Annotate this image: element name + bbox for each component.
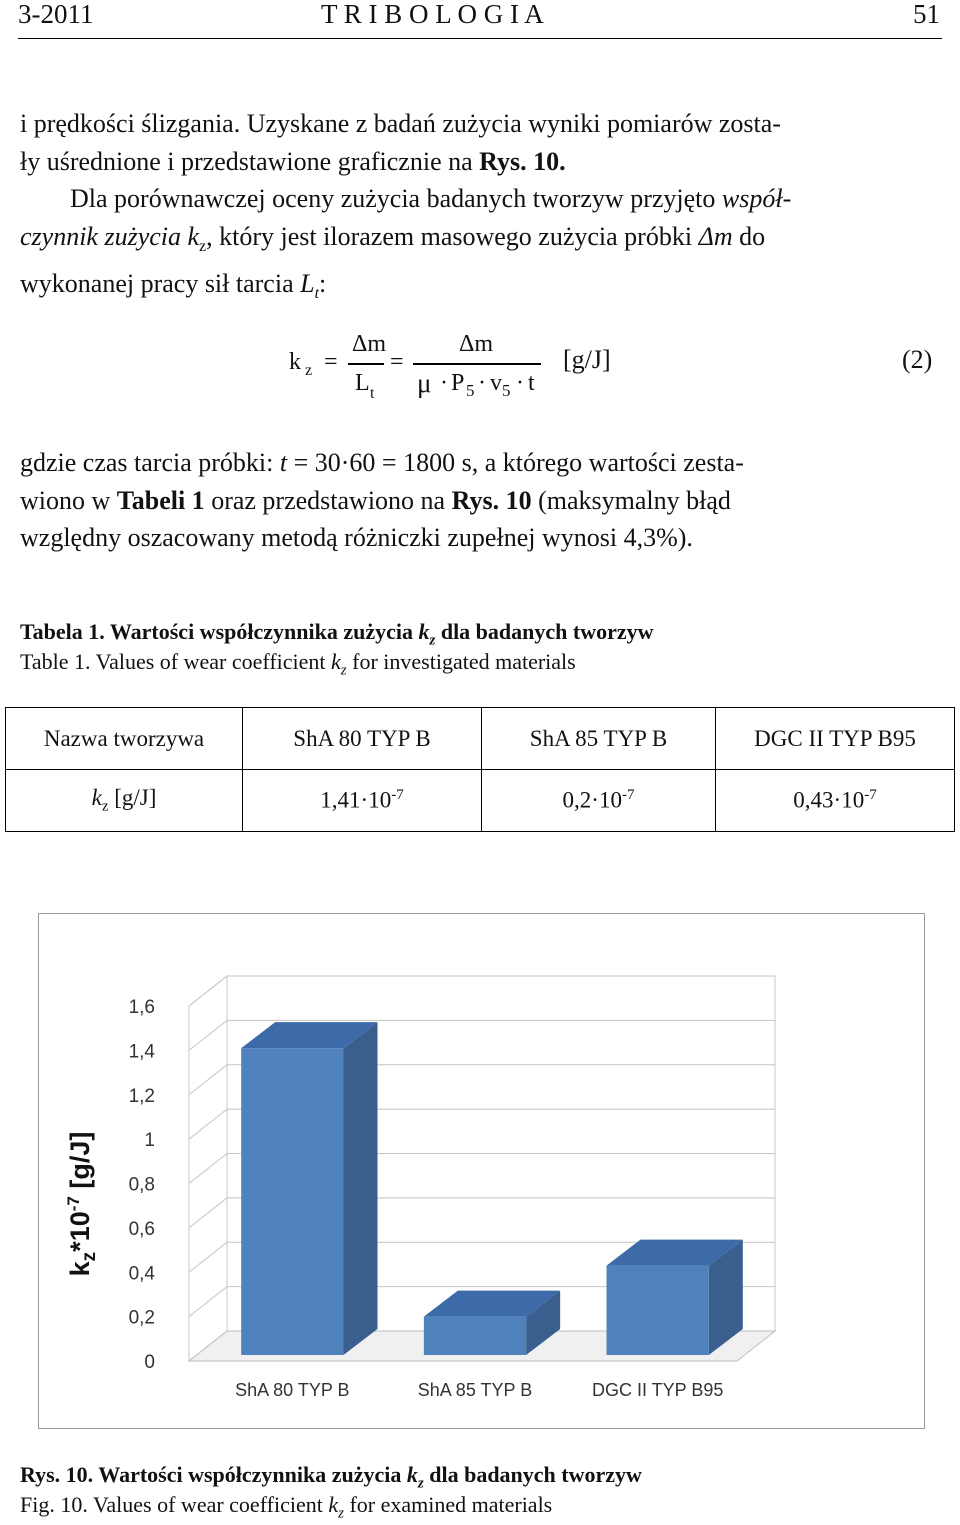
para3-line2 [20,482,941,520]
eq-dot-1: · [440,370,448,396]
para2-L: L [300,269,315,299]
para2-line1 [20,180,941,218]
figure-caption-pl [20,1462,642,1492]
para1-text: ły uśrednione i przedstawione graficznie na [20,146,480,176]
x-category-label: ShA 80 TYP B [235,1380,350,1400]
table-ref: Tabeli 1 [116,485,205,515]
ylabel-mid: *10 [65,1211,95,1252]
y-tick-label: 0,6 [128,1218,155,1240]
para3-t: t [279,448,288,477]
running-header [18,0,942,39]
cell-sha85-mant: 0,2·10 [562,787,622,813]
para2-text-c: do [732,221,766,251]
th-sha80: ShA 80 TYP B [243,708,482,770]
chart-y-ticks [129,997,156,1373]
y-tick-label: 0,8 [128,1174,155,1196]
tcap-pl-k: k [418,619,430,644]
cell-sha80-exp: -7 [391,787,404,804]
para3-line3: względny oszacowany metodą różniczki zupełnej wynosi 4,3%). [20,523,693,553]
tcap-en-z: z [340,662,347,679]
row-unit: [g/J] [108,785,157,811]
eq-P: P [451,370,465,396]
para2-dm: Δm [698,221,733,251]
paragraph-2 [20,180,941,313]
eq-L: L [355,370,370,396]
tcap-pl-z: z [429,632,436,649]
th-dgc: DGC II TYP B95 [716,708,955,770]
cell-sha80-mant: 1,41·10 [320,787,392,813]
para1-line2 [20,143,941,181]
ylabel-k: k [65,1261,95,1277]
fcap-pl-z: z [417,1475,424,1492]
para2-text-a: Dla porównawczej oceny zużycia badanych tworzyw przyjęto [70,184,722,213]
cell-dgc-mant: 0,43·10 [793,787,865,813]
eq-number: (2) [902,345,933,374]
row-k: k [91,785,102,811]
x-category-label: DGC II TYP B95 [591,1380,724,1400]
para2-term-b: czynnik zużycia k [20,221,200,251]
eq-z-sub: z [305,362,313,379]
eq-dot-3: · [516,370,524,396]
cell-sha80 [243,770,482,832]
eq-mu: μ [417,368,432,398]
eq-equals-1: = [324,349,338,375]
eq-k: k [289,349,301,375]
bar-3 [607,1240,743,1355]
eq-num1 [352,331,386,358]
eq-t: t [528,370,535,396]
paragraph-3 [20,444,941,557]
fcap-en-a: Fig. 10. Values of wear coefficient [20,1492,329,1517]
journal-title: T R I B O L O G I A [321,0,544,29]
tcap-en-a: Table 1. Values of wear coefficient [20,649,332,674]
values-table [5,707,955,832]
y-tick-label: 1,4 [128,1041,155,1063]
ylabel-exp: -7 [64,1196,83,1212]
page-number: 51 [913,0,940,29]
fcap-en-k: k [328,1492,339,1517]
para3-text-e: (maksymalny błąd [531,485,731,515]
para2-text-d: wykonanej pracy sił tarcia [20,269,301,299]
row-label-kz [6,770,243,832]
eq-v: v [490,370,502,396]
cell-sha85-exp: -7 [621,787,635,804]
th-material: Nazwa tworzywa [6,708,243,770]
para2-sub-t: t [314,285,320,303]
para2-colon: : [319,269,327,299]
chart-frame [38,913,925,1429]
y-tick-label: 1,6 [128,997,155,1018]
row-z: z [101,798,109,815]
issue-number: 3-2011 [18,0,94,29]
para3-text-a: gdzie czas tarcia próbki: [20,448,280,477]
eq-equals-2: = [390,349,404,375]
eq-P-sub: 5 [466,381,475,400]
figure-caption-en [20,1492,552,1522]
figure-ref: Rys. 10. [479,146,566,176]
eq-fraction-bar-2 [413,363,541,365]
para3-line1 [20,444,941,482]
cell-dgc [716,770,955,832]
cell-sha85 [482,770,716,832]
para2-sub-z: z [199,237,207,255]
tcap-pl-a: Tabela 1. Wartości współczynnika zużycia [20,619,419,644]
y-tick-label: 0,2 [128,1307,155,1329]
eq-unit: [g/J] [563,345,611,374]
y-tick-label: 0 [144,1352,155,1373]
eq-v-sub: 5 [502,381,511,400]
para2-line2 [20,218,941,266]
chart-y-axis-label [64,1132,100,1277]
bar-front [607,1266,709,1355]
bar-side [343,1022,377,1355]
para3-text-c: wiono w [20,485,117,515]
cell-dgc-exp: -7 [864,787,877,804]
ylabel-z: z [79,1251,100,1262]
para2-line3 [20,265,941,313]
eq-num2: Δm [459,331,494,357]
para2-term-a: współ- [721,184,792,213]
wear-coefficient-chart [39,914,924,1428]
ylabel-unit: [g/J] [65,1131,95,1197]
table-row [6,770,955,832]
fcap-pl-k: k [406,1462,418,1487]
fig-ref-a: Rys. [451,485,500,515]
para3-text-d: oraz przedstawiono na [204,485,452,515]
y-tick-label: 1,2 [128,1085,155,1107]
eq-fraction-bar-1 [348,363,384,365]
table-header-row [6,708,955,770]
table-caption-en [20,649,576,679]
x-category-label: ShA 85 TYP B [417,1380,533,1400]
fcap-pl-a: Rys. 10. Wartości współczynnika zużycia [20,1462,407,1487]
y-tick-label: 1 [144,1130,155,1152]
fcap-en-b: for examined materials [343,1492,553,1517]
tcap-pl-b: dla badanych tworzyw [435,619,654,644]
fcap-pl-b: dla badanych tworzyw [423,1462,642,1487]
paragraph-1 [20,105,941,180]
eq-t-sub: t [370,385,375,402]
fig-ref-b: 10 [499,485,532,515]
para1-line1: i prędkości ślizgania. Uzyskane z badań zużycia wyniki pomiarów zosta- [20,109,781,138]
table-caption-pl [20,619,654,649]
bar-1 [241,1022,377,1355]
bar-front [424,1317,526,1355]
fcap-en-z: z [338,1505,344,1522]
eq-dot-2: · [478,370,486,396]
y-tick-label: 0,4 [128,1263,155,1285]
tcap-en-k: k [331,649,341,674]
eq-num1-text: Δm [352,331,387,357]
bar-front [241,1048,343,1355]
para2-text-b: , który jest ilorazem masowego zużycia próbki [206,221,699,251]
tcap-en-b: for investigated materials [346,649,576,674]
chart-categories [235,1380,723,1400]
th-sha85: ShA 85 TYP B [482,708,716,770]
para3-text-b: = 30·60 = 1800 s, a którego wartości zesta- [287,448,744,477]
